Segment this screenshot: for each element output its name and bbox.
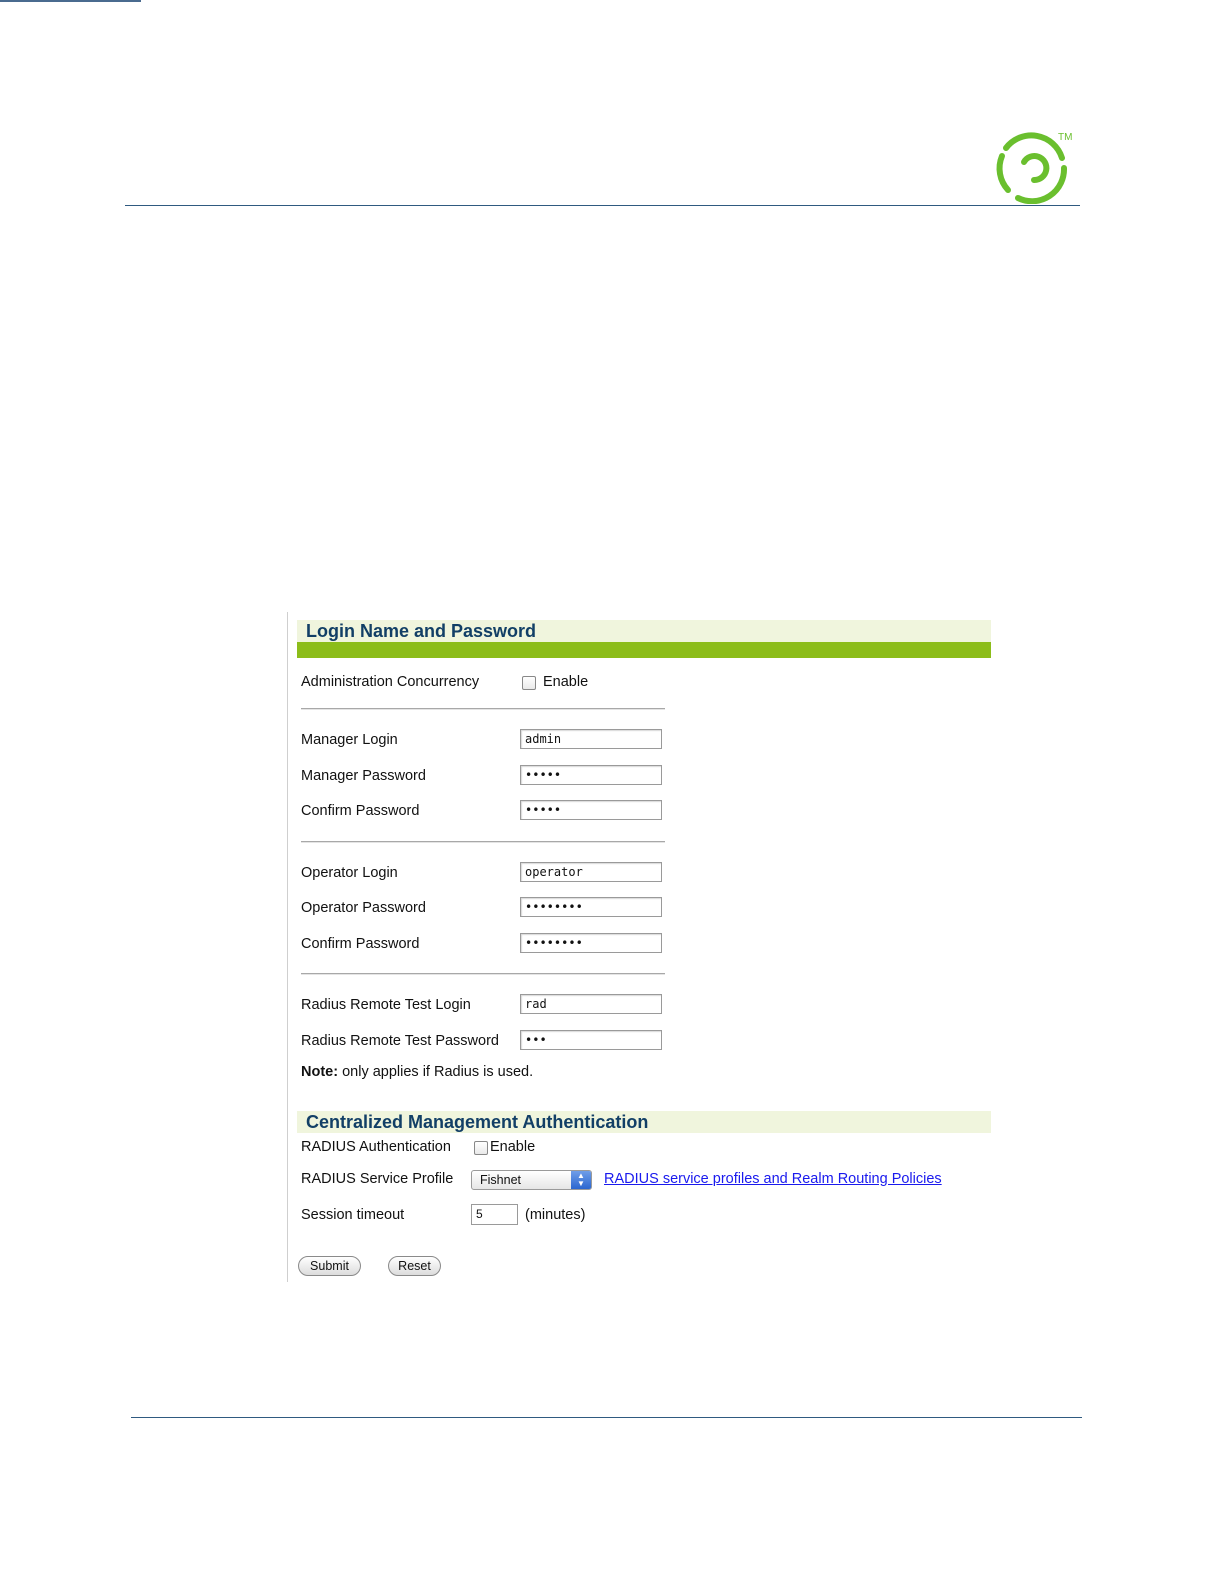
service-profile-label: RADIUS Service Profile	[301, 1171, 454, 1187]
admin-concurrency-checkbox[interactable]	[522, 676, 536, 690]
radius-note	[301, 1063, 533, 1081]
operator-confirm-input[interactable]: ••••••••	[520, 933, 662, 953]
operator-confirm-label: Confirm Password	[301, 936, 420, 952]
radius-auth-checkbox[interactable]	[474, 1141, 488, 1155]
manager-login-label: Manager Login	[301, 732, 398, 748]
service-profiles-link[interactable]: RADIUS service profiles and Realm Routing Policies	[604, 1171, 942, 1187]
trademark-mark: TM	[1058, 132, 1073, 143]
operator-password-label: Operator Password	[301, 900, 426, 916]
divider	[301, 708, 665, 710]
panel-border	[287, 612, 288, 1282]
admin-concurrency-enable-label[interactable]: Enable	[543, 674, 589, 690]
radius-auth-label: RADIUS Authentication	[301, 1139, 451, 1155]
submit-button[interactable]: Submit	[298, 1256, 361, 1276]
operator-login-input[interactable]: operator	[520, 862, 662, 882]
footer-divider	[131, 1417, 1082, 1418]
service-profile-select[interactable]	[471, 1170, 592, 1190]
radius-auth-enable-label[interactable]: Enable	[490, 1139, 536, 1155]
note-text: only applies if Radius is used.	[338, 1064, 534, 1080]
divider	[301, 973, 665, 975]
settings-panel	[287, 612, 992, 1282]
select-arrows-icon: ▲ ▼	[571, 1171, 591, 1189]
radius-test-login-label: Radius Remote Test Login	[301, 997, 471, 1013]
radius-test-login-input[interactable]: rad	[520, 994, 662, 1014]
header-divider	[125, 205, 1080, 206]
section-title-login: Login Name and Password	[297, 620, 991, 642]
manager-confirm-label: Confirm Password	[301, 803, 420, 819]
note-bold: Note:	[301, 1064, 339, 1080]
section-accent-bar	[297, 642, 991, 658]
manager-login-input[interactable]: admin	[520, 729, 662, 749]
radius-test-password-label: Radius Remote Test Password	[301, 1033, 499, 1049]
service-profile-value: Fishnet	[480, 1173, 521, 1187]
session-timeout-input[interactable]: 5	[471, 1204, 518, 1225]
operator-password-input[interactable]: ••••••••	[520, 897, 662, 917]
manager-confirm-input[interactable]: •••••	[520, 800, 662, 820]
section-title-central-auth: Centralized Management Authentication	[297, 1111, 991, 1133]
footnote-rule	[0, 0, 141, 2]
admin-concurrency-label: Administration Concurrency	[301, 674, 480, 690]
session-timeout-label: Session timeout	[301, 1207, 405, 1223]
radius-test-password-input[interactable]: •••	[520, 1030, 662, 1050]
operator-login-label: Operator Login	[301, 865, 398, 881]
company-logo	[988, 128, 1078, 204]
manager-password-label: Manager Password	[301, 768, 426, 784]
reset-button[interactable]: Reset	[388, 1256, 441, 1276]
divider	[301, 841, 665, 843]
session-timeout-unit: (minutes)	[525, 1207, 586, 1223]
manager-password-input[interactable]: •••••	[520, 765, 662, 785]
